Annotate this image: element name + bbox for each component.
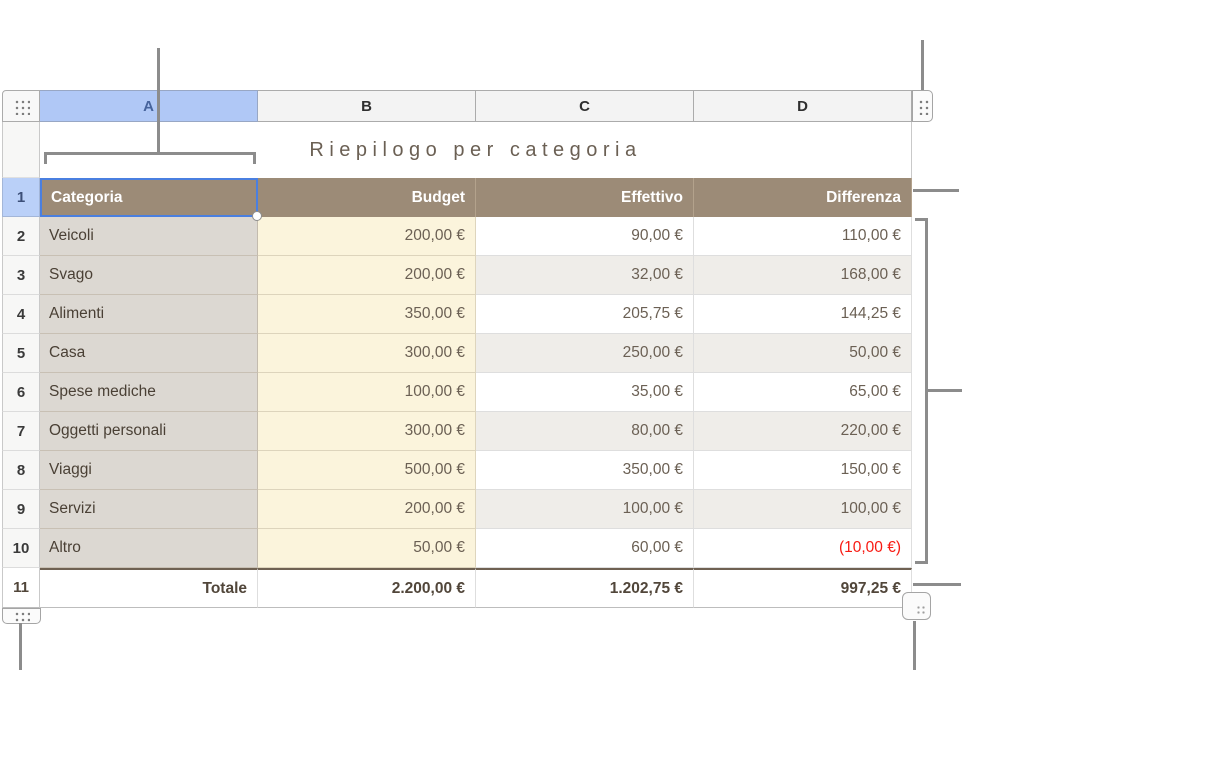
total-row bbox=[2, 568, 937, 608]
header-label: Categoria bbox=[51, 188, 123, 206]
add-rows-handle[interactable] bbox=[2, 608, 41, 624]
callout-line-total-row-horizontal bbox=[913, 583, 961, 586]
budget-cell[interactable]: 100,00 € bbox=[258, 373, 476, 412]
table-header-row bbox=[2, 178, 937, 217]
diff-cell[interactable]: 220,00 € bbox=[694, 412, 912, 451]
column-header-b[interactable]: B bbox=[258, 90, 476, 122]
budget-cell[interactable]: 50,00 € bbox=[258, 529, 476, 568]
category-cell[interactable]: Servizi bbox=[40, 490, 258, 529]
callout-bracket-column-a-horizontal bbox=[44, 152, 256, 155]
table-row bbox=[2, 412, 937, 451]
table-row bbox=[2, 490, 937, 529]
diff-cell[interactable]: 110,00 € bbox=[694, 217, 912, 256]
row-number[interactable]: 4 bbox=[2, 295, 40, 334]
budget-cell[interactable]: 200,00 € bbox=[258, 256, 476, 295]
budget-cell[interactable]: 300,00 € bbox=[258, 334, 476, 373]
column-header-c[interactable]: C bbox=[476, 90, 694, 122]
total-label-cell[interactable]: Totale bbox=[40, 568, 258, 608]
header-cell-effettivo[interactable]: Effettivo bbox=[476, 178, 694, 217]
diff-cell[interactable]: 65,00 € bbox=[694, 373, 912, 412]
diff-cell[interactable]: 150,00 € bbox=[694, 451, 912, 490]
table-row bbox=[2, 295, 937, 334]
actual-cell[interactable]: 350,00 € bbox=[476, 451, 694, 490]
category-cell[interactable]: Alimenti bbox=[40, 295, 258, 334]
actual-cell[interactable]: 60,00 € bbox=[476, 529, 694, 568]
table-row bbox=[2, 451, 937, 490]
header-cell-budget[interactable]: Budget bbox=[258, 178, 476, 217]
callout-line-header-row-horizontal bbox=[913, 189, 959, 192]
drag-dots-icon bbox=[915, 604, 925, 614]
row-number[interactable]: 3 bbox=[2, 256, 40, 295]
category-cell[interactable]: Oggetti personali bbox=[40, 412, 258, 451]
diff-cell-negative[interactable]: (10,00 €) bbox=[694, 529, 912, 568]
row-number[interactable]: 2 bbox=[2, 217, 40, 256]
row-number[interactable]: 1 bbox=[2, 178, 40, 217]
table-row bbox=[2, 256, 937, 295]
category-cell[interactable]: Svago bbox=[40, 256, 258, 295]
column-header-d[interactable]: D bbox=[694, 90, 912, 122]
callout-bracket-column-a-left-drop bbox=[44, 152, 47, 164]
drag-dots-icon bbox=[13, 98, 30, 115]
column-header-row bbox=[2, 90, 937, 122]
table-row bbox=[2, 334, 937, 373]
budget-cell[interactable]: 200,00 € bbox=[258, 217, 476, 256]
row-number-blank[interactable] bbox=[2, 122, 40, 178]
total-budget-cell[interactable]: 2.200,00 € bbox=[258, 568, 476, 608]
callout-line-column-a-vertical bbox=[157, 48, 160, 153]
callout-bracket-body-rows-tick bbox=[928, 389, 962, 392]
add-columns-handle[interactable] bbox=[912, 90, 933, 122]
resize-table-handle[interactable] bbox=[902, 592, 931, 620]
actual-cell[interactable]: 35,00 € bbox=[476, 373, 694, 412]
header-cell-differenza[interactable]: Differenza bbox=[694, 178, 912, 217]
diff-cell[interactable]: 168,00 € bbox=[694, 256, 912, 295]
row-number[interactable]: 6 bbox=[2, 373, 40, 412]
drag-dots-icon bbox=[917, 98, 929, 115]
callout-line-resize-vertical bbox=[913, 621, 916, 670]
table-title[interactable]: Riepilogo per categoria bbox=[40, 122, 912, 178]
row-number[interactable]: 7 bbox=[2, 412, 40, 451]
total-actual-cell[interactable]: 1.202,75 € bbox=[476, 568, 694, 608]
budget-cell[interactable]: 350,00 € bbox=[258, 295, 476, 334]
actual-cell[interactable]: 205,75 € bbox=[476, 295, 694, 334]
callout-line-add-rows-vertical bbox=[19, 623, 22, 670]
callout-bracket-column-a-right-drop bbox=[253, 152, 256, 164]
budget-cell[interactable]: 200,00 € bbox=[258, 490, 476, 529]
actual-cell[interactable]: 32,00 € bbox=[476, 256, 694, 295]
drag-dots-icon bbox=[13, 610, 30, 622]
diff-cell[interactable]: 100,00 € bbox=[694, 490, 912, 529]
title-row bbox=[2, 122, 937, 178]
column-header-a[interactable]: A bbox=[40, 90, 258, 122]
budget-cell[interactable]: 300,00 € bbox=[258, 412, 476, 451]
budget-cell[interactable]: 500,00 € bbox=[258, 451, 476, 490]
category-cell[interactable]: Viaggi bbox=[40, 451, 258, 490]
actual-cell[interactable]: 90,00 € bbox=[476, 217, 694, 256]
category-cell[interactable]: Veicoli bbox=[40, 217, 258, 256]
row-number[interactable]: 5 bbox=[2, 334, 40, 373]
diff-cell[interactable]: 50,00 € bbox=[694, 334, 912, 373]
category-cell[interactable]: Casa bbox=[40, 334, 258, 373]
row-number[interactable]: 10 bbox=[2, 529, 40, 568]
category-cell[interactable]: Altro bbox=[40, 529, 258, 568]
row-number[interactable]: 9 bbox=[2, 490, 40, 529]
callout-bracket-body-rows-top bbox=[915, 218, 928, 221]
diff-cell[interactable]: 144,25 € bbox=[694, 295, 912, 334]
table-row bbox=[2, 217, 937, 256]
row-number[interactable]: 8 bbox=[2, 451, 40, 490]
callout-line-add-columns-vertical bbox=[921, 40, 924, 90]
table-move-handle[interactable] bbox=[2, 90, 40, 122]
category-cell[interactable]: Spese mediche bbox=[40, 373, 258, 412]
budget-table bbox=[2, 90, 937, 608]
row-number[interactable]: 11 bbox=[2, 568, 40, 608]
actual-cell[interactable]: 80,00 € bbox=[476, 412, 694, 451]
table-row bbox=[2, 373, 937, 412]
actual-cell[interactable]: 100,00 € bbox=[476, 490, 694, 529]
table-row bbox=[2, 529, 937, 568]
actual-cell[interactable]: 250,00 € bbox=[476, 334, 694, 373]
callout-bracket-body-rows-bottom bbox=[915, 561, 928, 564]
total-diff-cell[interactable]: 997,25 € bbox=[694, 568, 912, 608]
header-cell-categoria[interactable] bbox=[40, 178, 258, 217]
selection-handle[interactable] bbox=[252, 211, 262, 221]
